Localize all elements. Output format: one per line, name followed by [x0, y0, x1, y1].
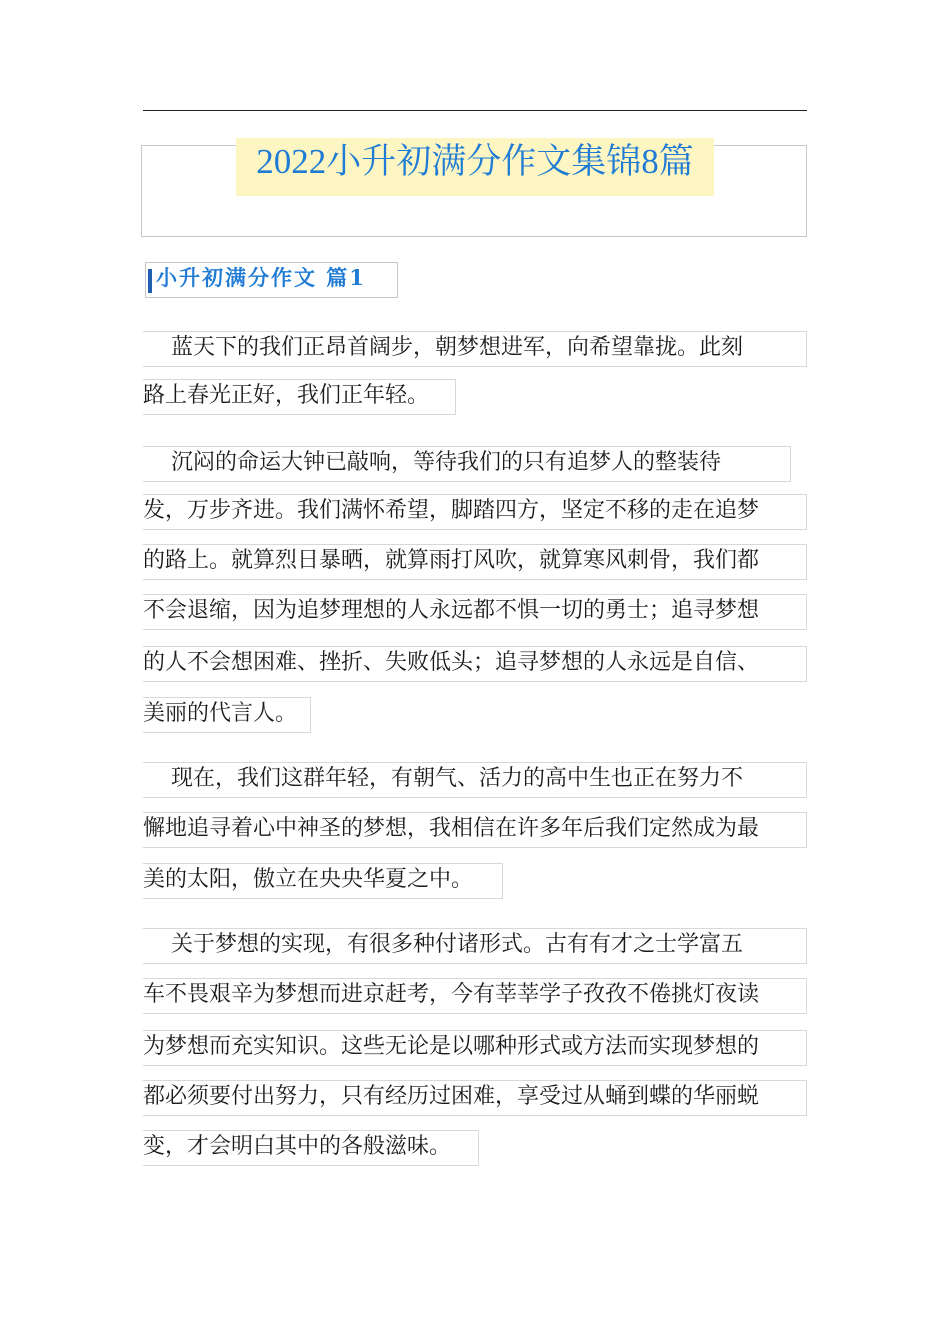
text-line: 美丽的代言人。: [143, 697, 311, 733]
text-line: 发，万步齐进。我们满怀希望，脚踏四方，坚定不移的走在追梦: [143, 494, 807, 530]
text-line: 不会退缩，因为追梦理想的人永远都不惧一切的勇士；追寻梦想: [143, 594, 807, 630]
text-line: 的路上。就算烈日暴晒，就算雨打风吹，就算寒风刺骨，我们都: [143, 544, 807, 580]
text-line: 的人不会想困难、挫折、失败低头；追寻梦想的人永远是自信、: [143, 646, 807, 682]
text-line: 为梦想而充实知识。这些无论是以哪种形式或方法而实现梦想的: [143, 1030, 807, 1066]
text-line: 关于梦想的实现，有很多种付诸形式。古有有才之士学富五: [143, 928, 807, 964]
text-line: 沉闷的命运大钟已敲响，等待我们的只有追梦人的整装待: [143, 446, 791, 482]
top-rule: [143, 110, 807, 111]
text-line: 美的太阳，傲立在央央华夏之中。: [143, 863, 503, 899]
document-title: 2022小升初满分作文集锦8篇: [236, 138, 714, 196]
text-line: 车不畏艰辛为梦想而进京赶考，今有莘莘学子孜孜不倦挑灯夜读: [143, 978, 807, 1014]
heading-marker: [148, 269, 152, 293]
section-heading: [145, 262, 398, 298]
text-line: 路上春光正好，我们正年轻。: [143, 379, 456, 415]
text-line: 都必须要付出努力，只有经历过困难，享受过从蛹到蝶的华丽蜕: [143, 1080, 807, 1116]
text-line: 蓝天下的我们正昂首阔步，朝梦想进军，向希望靠拢。此刻: [143, 331, 807, 367]
text-line: 懈地追寻着心中神圣的梦想，我相信在许多年后我们定然成为最: [143, 812, 807, 848]
text-line: 现在，我们这群年轻，有朝气、活力的高中生也正在努力不: [143, 762, 807, 798]
section-heading-text: 小升初满分作文 篇1: [156, 265, 366, 290]
text-line: 变，才会明白其中的各般滋味。: [143, 1130, 479, 1166]
